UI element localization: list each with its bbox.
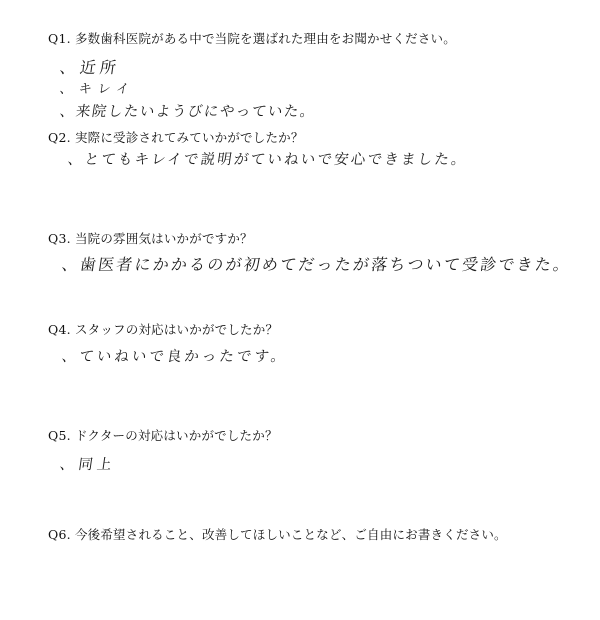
- answer-q1-1: 、近所: [58, 58, 122, 77]
- answer-q1-2: 、キレイ: [58, 82, 137, 97]
- question-3: Q3. 当院の雰囲気はいかがですか？: [48, 231, 253, 246]
- answer-q1-3: 、来院したいようびにやっていた。: [58, 104, 317, 120]
- question-1: Q1. 多数歯科医院がある中で当院を選ばれた理由をお聞かせください。: [48, 31, 456, 46]
- question-2: Q2. 実際に受診されてみていかがでしたか？: [48, 130, 304, 145]
- answer-q5-1: 、同上: [58, 457, 117, 473]
- answer-q4-1: 、ていねいで良かったです。: [60, 349, 290, 365]
- question-4: Q4. スタッフの対応はいかがでしたか？: [48, 322, 279, 337]
- question-5: Q5. ドクターの対応はいかがでしたか？: [48, 428, 278, 443]
- answer-q3-1: 、歯医者にかかるのが初めてだったが落ちついて受診できた。: [60, 255, 573, 274]
- answer-q2-1: 、とてもキレイで説明がていねいで安心できました。: [66, 152, 469, 168]
- question-6: Q6. 今後希望されること、改善してほしいことなど、ご自由にお書きください。: [48, 527, 507, 542]
